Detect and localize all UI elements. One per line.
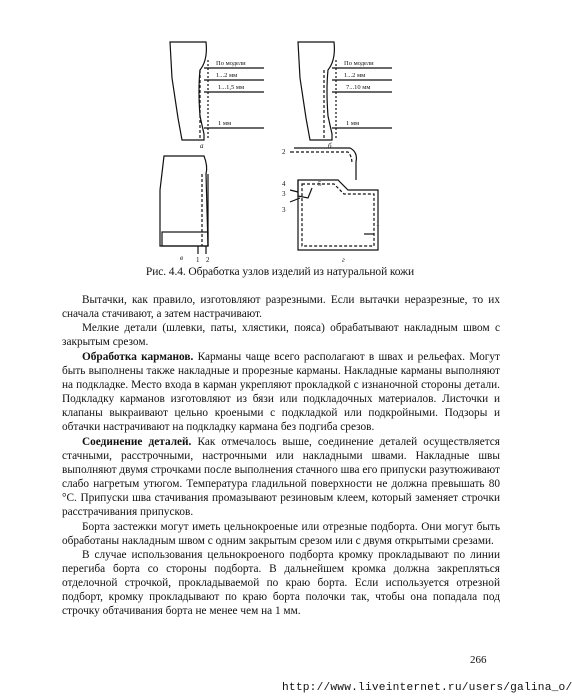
panel-v-num-2: 2 [206, 256, 210, 264]
page-number: 266 [470, 654, 487, 666]
panel-g-num-4: 4 [282, 180, 286, 188]
panel-a-letter: а [200, 142, 204, 150]
paragraph-small-parts: Мелкие детали (шлевки, паты, хлястики, пояса) обрабатывают накладным швом с закрытым срезом. [62, 322, 500, 349]
figure-panel-b [288, 38, 398, 150]
panel-b-label-2: 7...10 мм [346, 84, 371, 91]
panel-g-lapel-inner [302, 184, 374, 246]
paragraph-pockets-text: Карманы чаще всего располагают в швах и рельефах. Могут быть выполнены также накладные и прорезные карманы. Накладные карманы выполняют на подкладке. Место входа в карман укрепляют прокладкой с изнаночной стороны детали. Подкладку карманов изготовляют из бязи или подкладочных материалов. Листочки и клапаны выкраивают цельно кроеными с подкладкой или подкройными. Подзоры и обтачки настрачивают на подкладку кармана без подгиба срезов. [62, 350, 500, 434]
body-text [62, 293, 500, 619]
paragraph-joining-text: Как отмечалось выше, соединение деталей осуществляется стачными, расстрочными, настрочными или накладными швами. Накладные швы выполняют двумя строчками после выполнения стачного шва его припуски разутюживают слабо нагретым утюгом. Температура гладильной поверхности не должна превышать 80 °С. Припуски шва стачивания промазывают резиновым клеем, который заменяет строчки расстрачивания припусков. [62, 435, 500, 519]
panel-a-label-1: 1...2 мм [216, 72, 238, 79]
figure-caption: Рис. 4.4. Обработка узлов изделий из натуральной кожи [145, 266, 415, 278]
panel-g-num-1: 1 [376, 220, 380, 228]
paragraph-pockets [62, 350, 500, 435]
panel-b-label-model: По модели [344, 60, 374, 67]
panel-a-label-2: 1...1,5 мм [218, 84, 245, 91]
panel-b-garment-outline [298, 42, 334, 140]
panel-a-label-3: 1 мм [218, 120, 232, 127]
paragraph-joining [62, 435, 500, 520]
panel-a-garment-outline [170, 42, 206, 140]
panel-g-num-3b: 3 [282, 206, 286, 214]
panel-g-lapel-outline [298, 180, 378, 250]
heading-joining: Соединение деталей. [82, 435, 192, 448]
figure-panel-a [160, 38, 270, 150]
panel-b-label-3: 1 мм [346, 120, 360, 127]
panel-v-hem-fold [162, 232, 208, 246]
paragraph-facings: Борта застежки могут иметь цельнокроеные или отрезные подборта. Они могут быть обработаны накладным швом с одним закрытым срезом или с двумя открытыми срезами. [62, 520, 500, 547]
watermark-url[interactable]: http://www.liveinternet.ru/users/galina_o/ [282, 682, 572, 694]
panel-g-collar-outline [294, 148, 356, 180]
heading-pockets: Обработка карманов. [82, 350, 194, 363]
panel-v-num-1: 1 [196, 256, 200, 264]
figure-panel-v [150, 150, 230, 265]
panel-g-collar-inner [296, 152, 352, 164]
panel-g-num-3a: 3 [282, 190, 286, 198]
panel-a-label-model: По модели [216, 60, 246, 67]
paragraph-darts: Вытачки, как правило, изготовляют разрезными. Если вытачки неразрезные, то их сначала стачивают, а затем настрачивают. [62, 294, 500, 321]
panel-g-num-5: 5 [318, 180, 322, 188]
panel-b-label-1: 1...2 мм [344, 72, 366, 79]
panel-b-letter: б [328, 142, 332, 150]
paragraph-cut-in-one: В случае использования цельнокроеного подборта кромку прокладывают по линии перегиба борта со стороны подборта. В дальнейшем кромка должна закрепляться отделочной строчкой, прокладываемой по краю борта. Если используется отрезной подборт, кромку прокладывают по краю борта полочки так, чтобы она попадала под строчку обтачивания борта не менее чем на 1 мм. [62, 548, 500, 618]
panel-g-num-2: 2 [282, 148, 286, 156]
panel-v-letter: в [180, 254, 184, 262]
figure-panel-g [278, 140, 388, 265]
panel-g-letter: г [342, 256, 345, 264]
